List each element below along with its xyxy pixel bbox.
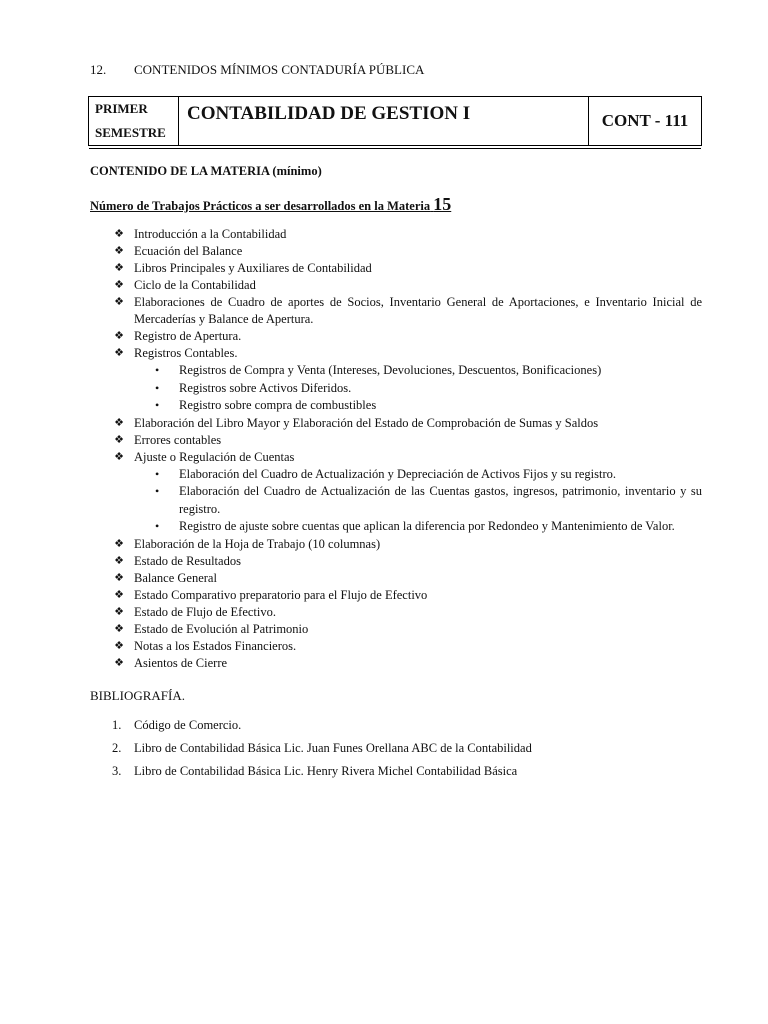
diamond-bullet-icon: ❖ xyxy=(114,571,124,584)
bullet-icon: • xyxy=(155,398,160,412)
content-item-text: Errores contables xyxy=(134,432,222,447)
content-item-text: Estado de Resultados xyxy=(134,553,241,568)
bibliography-text: Código de Comercio. xyxy=(134,718,242,732)
content-item-text: Ajuste o Regulación de Cuentas xyxy=(134,449,295,464)
content-item xyxy=(114,655,702,672)
diamond-bullet-icon: ❖ xyxy=(114,279,124,291)
content-item xyxy=(114,604,702,621)
diamond-bullet-icon: ❖ xyxy=(114,554,124,567)
sub-item xyxy=(114,380,702,398)
sub-list xyxy=(114,466,702,536)
practicos-label: Número de Trabajos Prácticos a ser desarrollados en la Materia xyxy=(90,199,431,213)
content-item-text: Estado de Evolución al Patrimonio xyxy=(134,621,309,636)
diamond-bullet-icon: ❖ xyxy=(114,537,124,550)
practicos-line xyxy=(90,194,451,215)
bibliography-item xyxy=(112,760,532,783)
sub-item xyxy=(114,466,702,484)
diamond-bullet-icon: ❖ xyxy=(114,416,124,429)
sub-item xyxy=(114,397,702,415)
bibliography-number: 2. xyxy=(112,741,122,755)
content-item xyxy=(114,570,702,587)
content-item-text: Ciclo de la Contabilidad xyxy=(134,278,256,292)
diamond-bullet-icon: ❖ xyxy=(114,433,124,446)
content-list xyxy=(114,226,702,672)
content-item-text: Asientos de Cierre xyxy=(134,655,228,670)
diamond-bullet-icon: ❖ xyxy=(114,656,124,669)
section-header xyxy=(90,62,424,78)
content-item xyxy=(114,345,702,415)
bibliography-text: Libro de Contabilidad Básica Lic. Henry Rivera Michel Contabilidad Básica xyxy=(134,764,518,778)
diamond-bullet-icon: ❖ xyxy=(114,605,124,618)
section-number: 12. xyxy=(90,62,107,77)
diamond-bullet-icon: ❖ xyxy=(114,228,124,240)
content-item-text: Introducción a la Contabilidad xyxy=(134,227,287,241)
semester-cell xyxy=(89,97,179,145)
diamond-bullet-icon: ❖ xyxy=(114,262,124,274)
bullet-icon: • xyxy=(155,363,160,377)
bullet-icon: • xyxy=(155,484,160,498)
sub-item-text: Registro sobre compra de combustibles xyxy=(179,398,377,412)
diamond-bullet-icon: ❖ xyxy=(114,245,124,257)
semester-line-1: PRIMER xyxy=(95,101,148,116)
sub-item-text: Registro de ajuste sobre cuentas que aplican la diferencia por Redondeo y Mantenimiento de Valor. xyxy=(179,519,675,533)
practicos-count: 15 xyxy=(433,194,452,214)
content-item xyxy=(114,536,702,553)
sub-item xyxy=(114,362,702,380)
content-item xyxy=(114,415,702,432)
content-item-text: Elaboración del Libro Mayor y Elaboración del Estado de Comprobación de Sumas y Saldos xyxy=(134,415,599,430)
semester-line-2: SEMESTRE xyxy=(95,125,166,140)
content-item xyxy=(114,432,702,449)
bibliography-heading: BIBLIOGRAFÍA. xyxy=(90,688,185,703)
diamond-bullet-icon: ❖ xyxy=(114,450,124,463)
content-item xyxy=(114,587,702,604)
content-item xyxy=(114,328,702,345)
content-item-text: Balance General xyxy=(134,570,217,585)
content-item-text: Registros Contables. xyxy=(134,346,238,360)
content-item xyxy=(114,621,702,638)
sub-item-text: Elaboración del Cuadro de Actualización de las Cuentas gastos, ingresos, patrimonio, inventario y su registro. xyxy=(179,484,702,516)
content-item-text: Libros Principales y Auxiliares de Contabilidad xyxy=(134,261,372,275)
diamond-bullet-icon: ❖ xyxy=(114,588,124,601)
content-item xyxy=(114,449,702,536)
sub-list xyxy=(114,362,702,415)
content-item-text: Notas a los Estados Financieros. xyxy=(134,638,297,653)
bibliography-item xyxy=(112,714,532,737)
bibliography-list xyxy=(112,714,532,783)
bibliography-text: Libro de Contabilidad Básica Lic. Juan Funes Orellana ABC de la Contabilidad xyxy=(134,741,532,755)
content-item-text: Estado de Flujo de Efectivo. xyxy=(134,604,276,619)
bullet-icon: • xyxy=(155,519,160,533)
content-item-text: Elaboración de la Hoja de Trabajo (10 columnas) xyxy=(134,536,381,551)
bibliography-number: 3. xyxy=(112,764,122,778)
diamond-bullet-icon: ❖ xyxy=(114,296,124,308)
sub-item xyxy=(114,483,702,518)
content-item xyxy=(114,294,702,328)
content-heading: CONTENIDO DE LA MATERIA (mínimo) xyxy=(90,164,322,178)
bullet-icon: • xyxy=(155,466,160,481)
bullet-icon: • xyxy=(155,380,160,395)
diamond-bullet-icon: ❖ xyxy=(114,639,124,652)
content-item-text: Registro de Apertura. xyxy=(134,329,242,343)
bibliography-number: 1. xyxy=(112,718,122,732)
course-code: CONT - 111 xyxy=(601,111,689,130)
content-item xyxy=(114,553,702,570)
content-item-text: Elaboraciones de Cuadro de aportes de Socios, Inventario General de Aportaciones, e Inventario Inicial de Mercaderías y Balance de Apertura. xyxy=(134,295,702,326)
sub-item xyxy=(114,518,702,536)
course-title-table xyxy=(88,96,702,146)
diamond-bullet-icon: ❖ xyxy=(114,330,124,342)
table-double-rule xyxy=(89,148,701,149)
diamond-bullet-icon: ❖ xyxy=(114,622,124,635)
content-item-text: Estado Comparativo preparatorio para el Flujo de Efectivo xyxy=(134,587,428,602)
section-title: CONTENIDOS MÍNIMOS CONTADURÍA PÚBLICA xyxy=(134,62,425,77)
content-item xyxy=(114,638,702,655)
content-item xyxy=(114,260,702,277)
content-item xyxy=(114,277,702,294)
diamond-bullet-icon: ❖ xyxy=(114,347,124,359)
sub-item-text: Registros de Compra y Venta (Intereses, Devoluciones, Descuentos, Bonificaciones) xyxy=(179,363,602,377)
content-item xyxy=(114,226,702,243)
content-item xyxy=(114,243,702,260)
sub-item-text: Registros sobre Activos Diferidos. xyxy=(179,380,352,395)
bibliography-item xyxy=(112,737,532,760)
content-item-text: Ecuación del Balance xyxy=(134,244,243,258)
sub-item-text: Elaboración del Cuadro de Actualización y Depreciación de Activos Fijos y su registro. xyxy=(179,466,617,481)
course-name: CONTABILIDAD DE GESTION I xyxy=(179,97,589,145)
